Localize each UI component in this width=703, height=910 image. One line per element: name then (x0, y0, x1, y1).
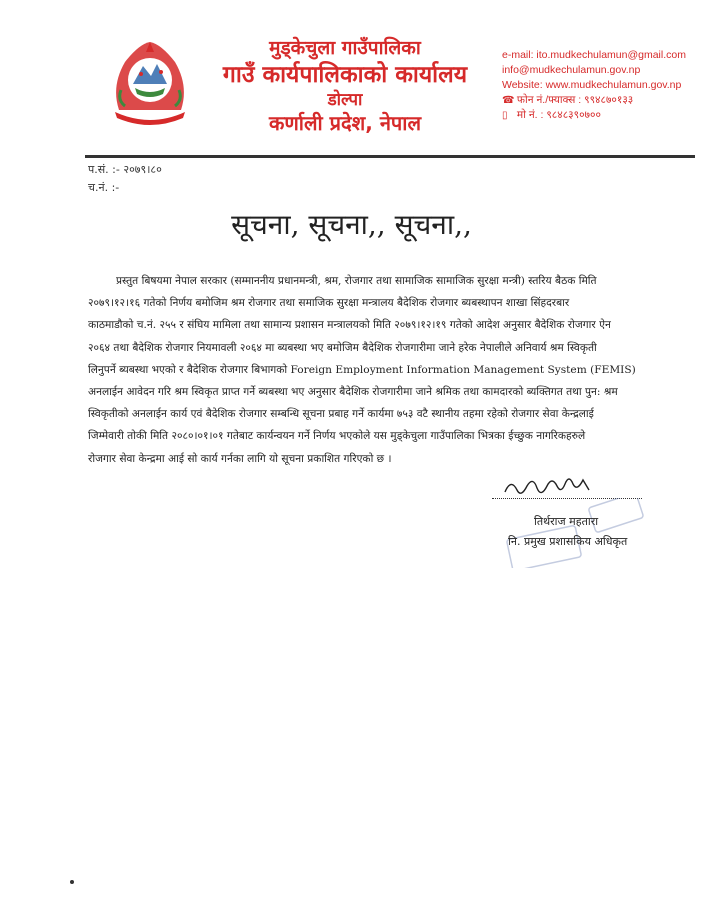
body-line: लिनुपर्ने ब्यबस्था भएको र बैदेशिक रोजगार बिभागको Foreign Employment Information Management System (FEMIS) (88, 363, 636, 376)
phone-line (502, 93, 702, 108)
phone-text: फोन नं./फ्याक्स : ९९४८७०१३३ (516, 94, 634, 106)
body-line: प्रस्तुत बिषयमा नेपाल सरकार (सम्माननीय प्रधानमन्त्री, श्रम, रोजगार तथा सामाजिक सामाजिक सुरक्षा मन्त्री) स्तरिय बैठक मिति (116, 275, 597, 287)
body-line: अनलाईन आवेदन गरि श्रम स्विकृत प्राप्त गर्ने ब्यबस्था भए अनुसार बैदेशिक रोजगारीमा जाने श्रमिक तथा कामदारको ब्यक्तिगत तथा पुन: श्रम (88, 386, 618, 399)
letter-number: प.सं. :- २०७९।८० (88, 163, 162, 176)
mobile-phone-icon: ▯ (502, 110, 508, 121)
signer-title: नि. प्रमुख प्रशासकिय अधिकृत (508, 535, 628, 548)
body-line: २०६४ तथा बैदेशिक रोजगार नियमावली २०६४ मा ब्यबस्था भए बमोजिम बैदेशिक रोजगारीमा जाने हरेक नेपालीले अनिवार्य श्रम स्विकृती (88, 341, 597, 354)
website-line: Website: www.mudkechulamun.gov.np (502, 79, 682, 91)
municipality-name: मुड्केचुला गाउँपालिका (269, 37, 421, 59)
body-line: जिम्मेवारी तोकी मिति २०८०।०१।०१ गतेबाट कार्यन्वयन गर्ने निर्णय भएकोले यस मुड्केचुला गाउँपालिका भित्रका ईच्छुक नागरिकहरुले (88, 430, 586, 443)
body-line: काठमाडौको च.नं. २५५ र संघिय मामिला तथा सामान्य प्रशासन मन्त्रालयको मिति २०७९।१२।१९ गतेको आदेश अनुसार बैदेशिक रोजगार ऐन (88, 319, 611, 332)
nepal-emblem-icon (105, 36, 195, 128)
notice-body (88, 270, 668, 470)
scan-speck (70, 880, 74, 884)
contact-block (502, 48, 702, 123)
telephone-icon: ☎ (502, 95, 515, 106)
district-name: डोल्पा (327, 90, 363, 110)
office-name: गाउँ कार्यपालिकाको कार्यालय (222, 62, 468, 88)
body-line: २०७९।१२।१६ गतेको निर्णय बमोजिम श्रम रोजगार तथा समाजिक सुरक्षा मन्त्रालय बैदेशिक रोजगार ब्यबस्थापन शाखा सिंहदरबार (88, 297, 570, 310)
notice-title: सूचना, सूचना,, सूचना,, (231, 208, 472, 241)
signer-name: तिर्थराज महतारा (534, 515, 599, 528)
header-divider (85, 155, 695, 158)
body-line: स्विकृतीको अनलाईन कार्य एवं बैदेशिक रोजगार सम्बन्धि सूचना प्रबाह गर्ने कार्यमा ७५३ वटै स्थानीय तहमा रहेको रोजगार सेवा केन्द्रलाई (88, 408, 594, 421)
dispatch-number: च.नं. :- (88, 181, 120, 194)
office-stamp (505, 498, 645, 568)
province-name: कर्णाली प्रदेश, नेपाल (268, 111, 422, 135)
body-line: रोजगार सेवा केन्द्रमा आई सो कार्य गर्नका लागि यो सूचना प्रकाशित गरिएको छ । (88, 452, 392, 465)
email-line: e-mail: ito.mudkechulamun@gmail.com (502, 49, 686, 61)
email-secondary-line: info@mudkechulamun.gov.np (502, 64, 641, 76)
mobile-text: मो नं. : ९८४८३९०७०० (516, 109, 601, 121)
letterhead (200, 36, 490, 136)
mobile-line (502, 108, 702, 123)
